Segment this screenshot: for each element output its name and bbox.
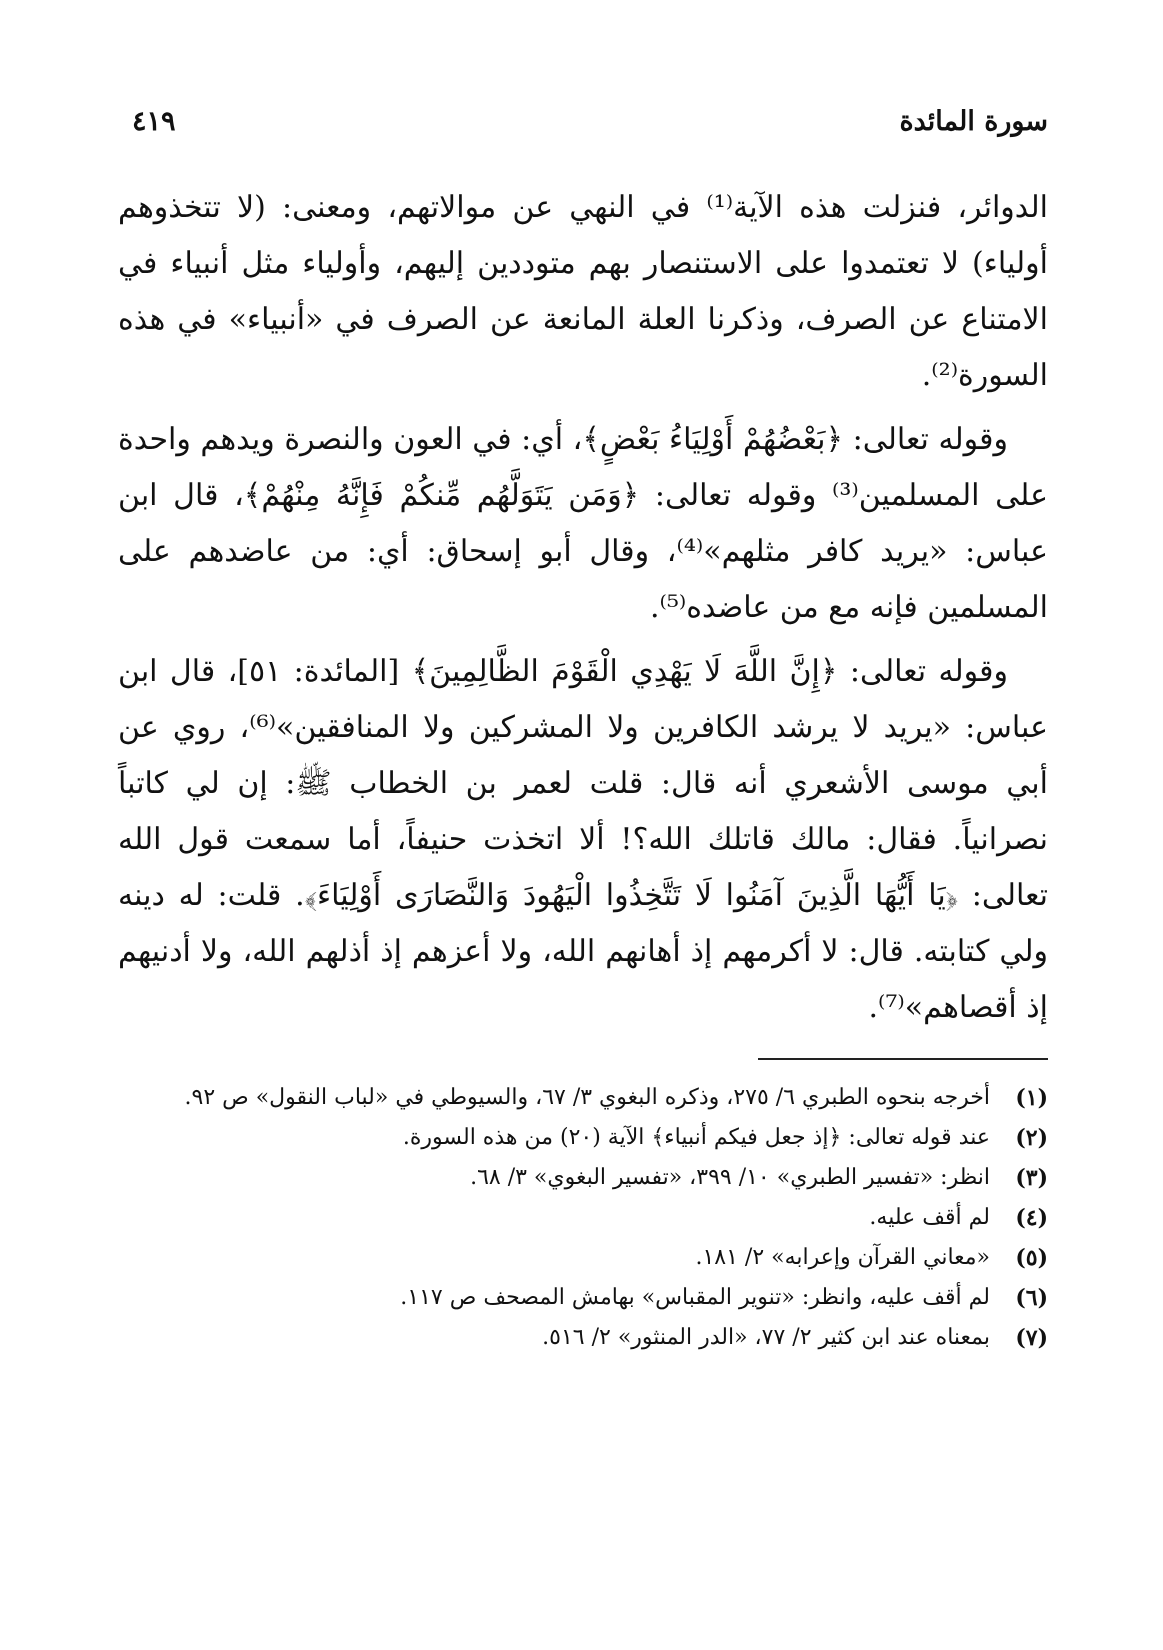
footnote-text: أخرجه بنحوه الطبري ٦/ ٢٧٥، وذكره البغوي ٣/ ٦٧، والسيوطي في «لباب النقول» ص ٩٢.	[184, 1085, 990, 1110]
main-text	[118, 180, 1048, 1036]
footnote-text: بمعناه عند ابن كثير ٢/ ٧٧، «الدر المنثور» ٢/ ٥١٦.	[542, 1325, 990, 1350]
footnote-5	[118, 1238, 1048, 1278]
footnote-text: لم أقف عليه، وانظر: «تنوير المقباس» بهامش المصحف ص ١١٧.	[400, 1285, 990, 1310]
paragraph-1: الدوائر، فنزلت هذه الآية⁽¹⁾ في النهي عن موالاتهم، ومعنى: (لا تتخذوهم أولياء) لا تعتمدوا على الاستنصار بهم متوددين إليهم، وأولياء مثل أنبياء في الامتناع عن الصرف، وذكرنا العلة المانعة عن الصرف في «أنبياء» في هذه السورة⁽²⁾.	[118, 190, 1048, 393]
footnote-3	[118, 1158, 1048, 1198]
footnote-7	[118, 1318, 1048, 1358]
paragraph-2: وقوله تعالى: ﴿بَعْضُهُمْ أَوْلِيَاءُ بَعْضٍ﴾، أي: في العون والنصرة ويدهم واحدة على المسلمين⁽³⁾ وقوله تعالى: ﴿وَمَن يَتَوَلَّهُم مِّنكُمْ فَإِنَّهُ مِنْهُمْ﴾، قال ابن عباس: «يريد كافر مثلهم»⁽⁴⁾، وقال أبو إسحاق: أي: من عاضدهم على المسلمين فإنه مع من عاضده⁽⁵⁾.	[118, 422, 1049, 625]
footnote-number: (٥)	[1015, 1245, 1048, 1271]
book-page	[118, 100, 1048, 1620]
page-number: ٤١٩	[132, 106, 176, 137]
footnote-number: (٢)	[1015, 1125, 1048, 1151]
footnote-text: «معاني القرآن وإعرابه» ٢/ ١٨١.	[695, 1245, 990, 1270]
footnote-number: (٣)	[1015, 1165, 1048, 1191]
surah-title: سورة المائدة	[899, 106, 1048, 137]
footnote-1	[118, 1078, 1048, 1118]
footnote-4	[118, 1198, 1048, 1238]
footnote-divider	[758, 1058, 1048, 1060]
page-header	[118, 100, 1048, 160]
footnote-text: انظر: «تفسير الطبري» ١٠/ ٣٩٩، «تفسير البغوي» ٣/ ٦٨.	[470, 1165, 990, 1190]
footnote-number: (١)	[1015, 1085, 1048, 1111]
footnote-text: لم أقف عليه.	[869, 1205, 990, 1230]
footnote-6	[118, 1278, 1048, 1318]
footnote-number: (٤)	[1015, 1205, 1048, 1231]
footnotes	[118, 1078, 1048, 1358]
footnote-number: (٦)	[1015, 1285, 1048, 1311]
footnote-text: عند قوله تعالى: ﴿إذ جعل فيكم أنبياء﴾ الآية (٢٠) من هذه السورة.	[402, 1125, 990, 1150]
footnote-2	[118, 1118, 1048, 1158]
footnote-number: (٧)	[1015, 1325, 1048, 1351]
paragraph-3: وقوله تعالى: ﴿إِنَّ اللَّهَ لَا يَهْدِي الْقَوْمَ الظَّالِمِينَ﴾ [المائدة: ٥١]، قال ابن عباس: «يريد لا يرشد الكافرين ولا المشركين ولا المنافقين»⁽⁶⁾، روي عن أبي موسى الأشعري أنه قال: قلت لعمر بن الخطاب ﷺ: إن لي كاتباً نصرانياً. فقال: مالك قاتلك الله؟! ألا اتخذت حنيفاً، أما سمعت قول الله تعالى: ﴿يَا أَيُّهَا الَّذِينَ آمَنُوا لَا تَتَّخِذُوا الْيَهُودَ وَالنَّصَارَى أَوْلِيَاءَ﴾. قلت: له دينه ولي كتابته. قال: لا أكرمهم إذ أهانهم الله، ولا أعزهم إذ أذلهم الله، ولا أدنيهم إذ أقصاهم»⁽⁷⁾.	[118, 654, 1048, 1025]
